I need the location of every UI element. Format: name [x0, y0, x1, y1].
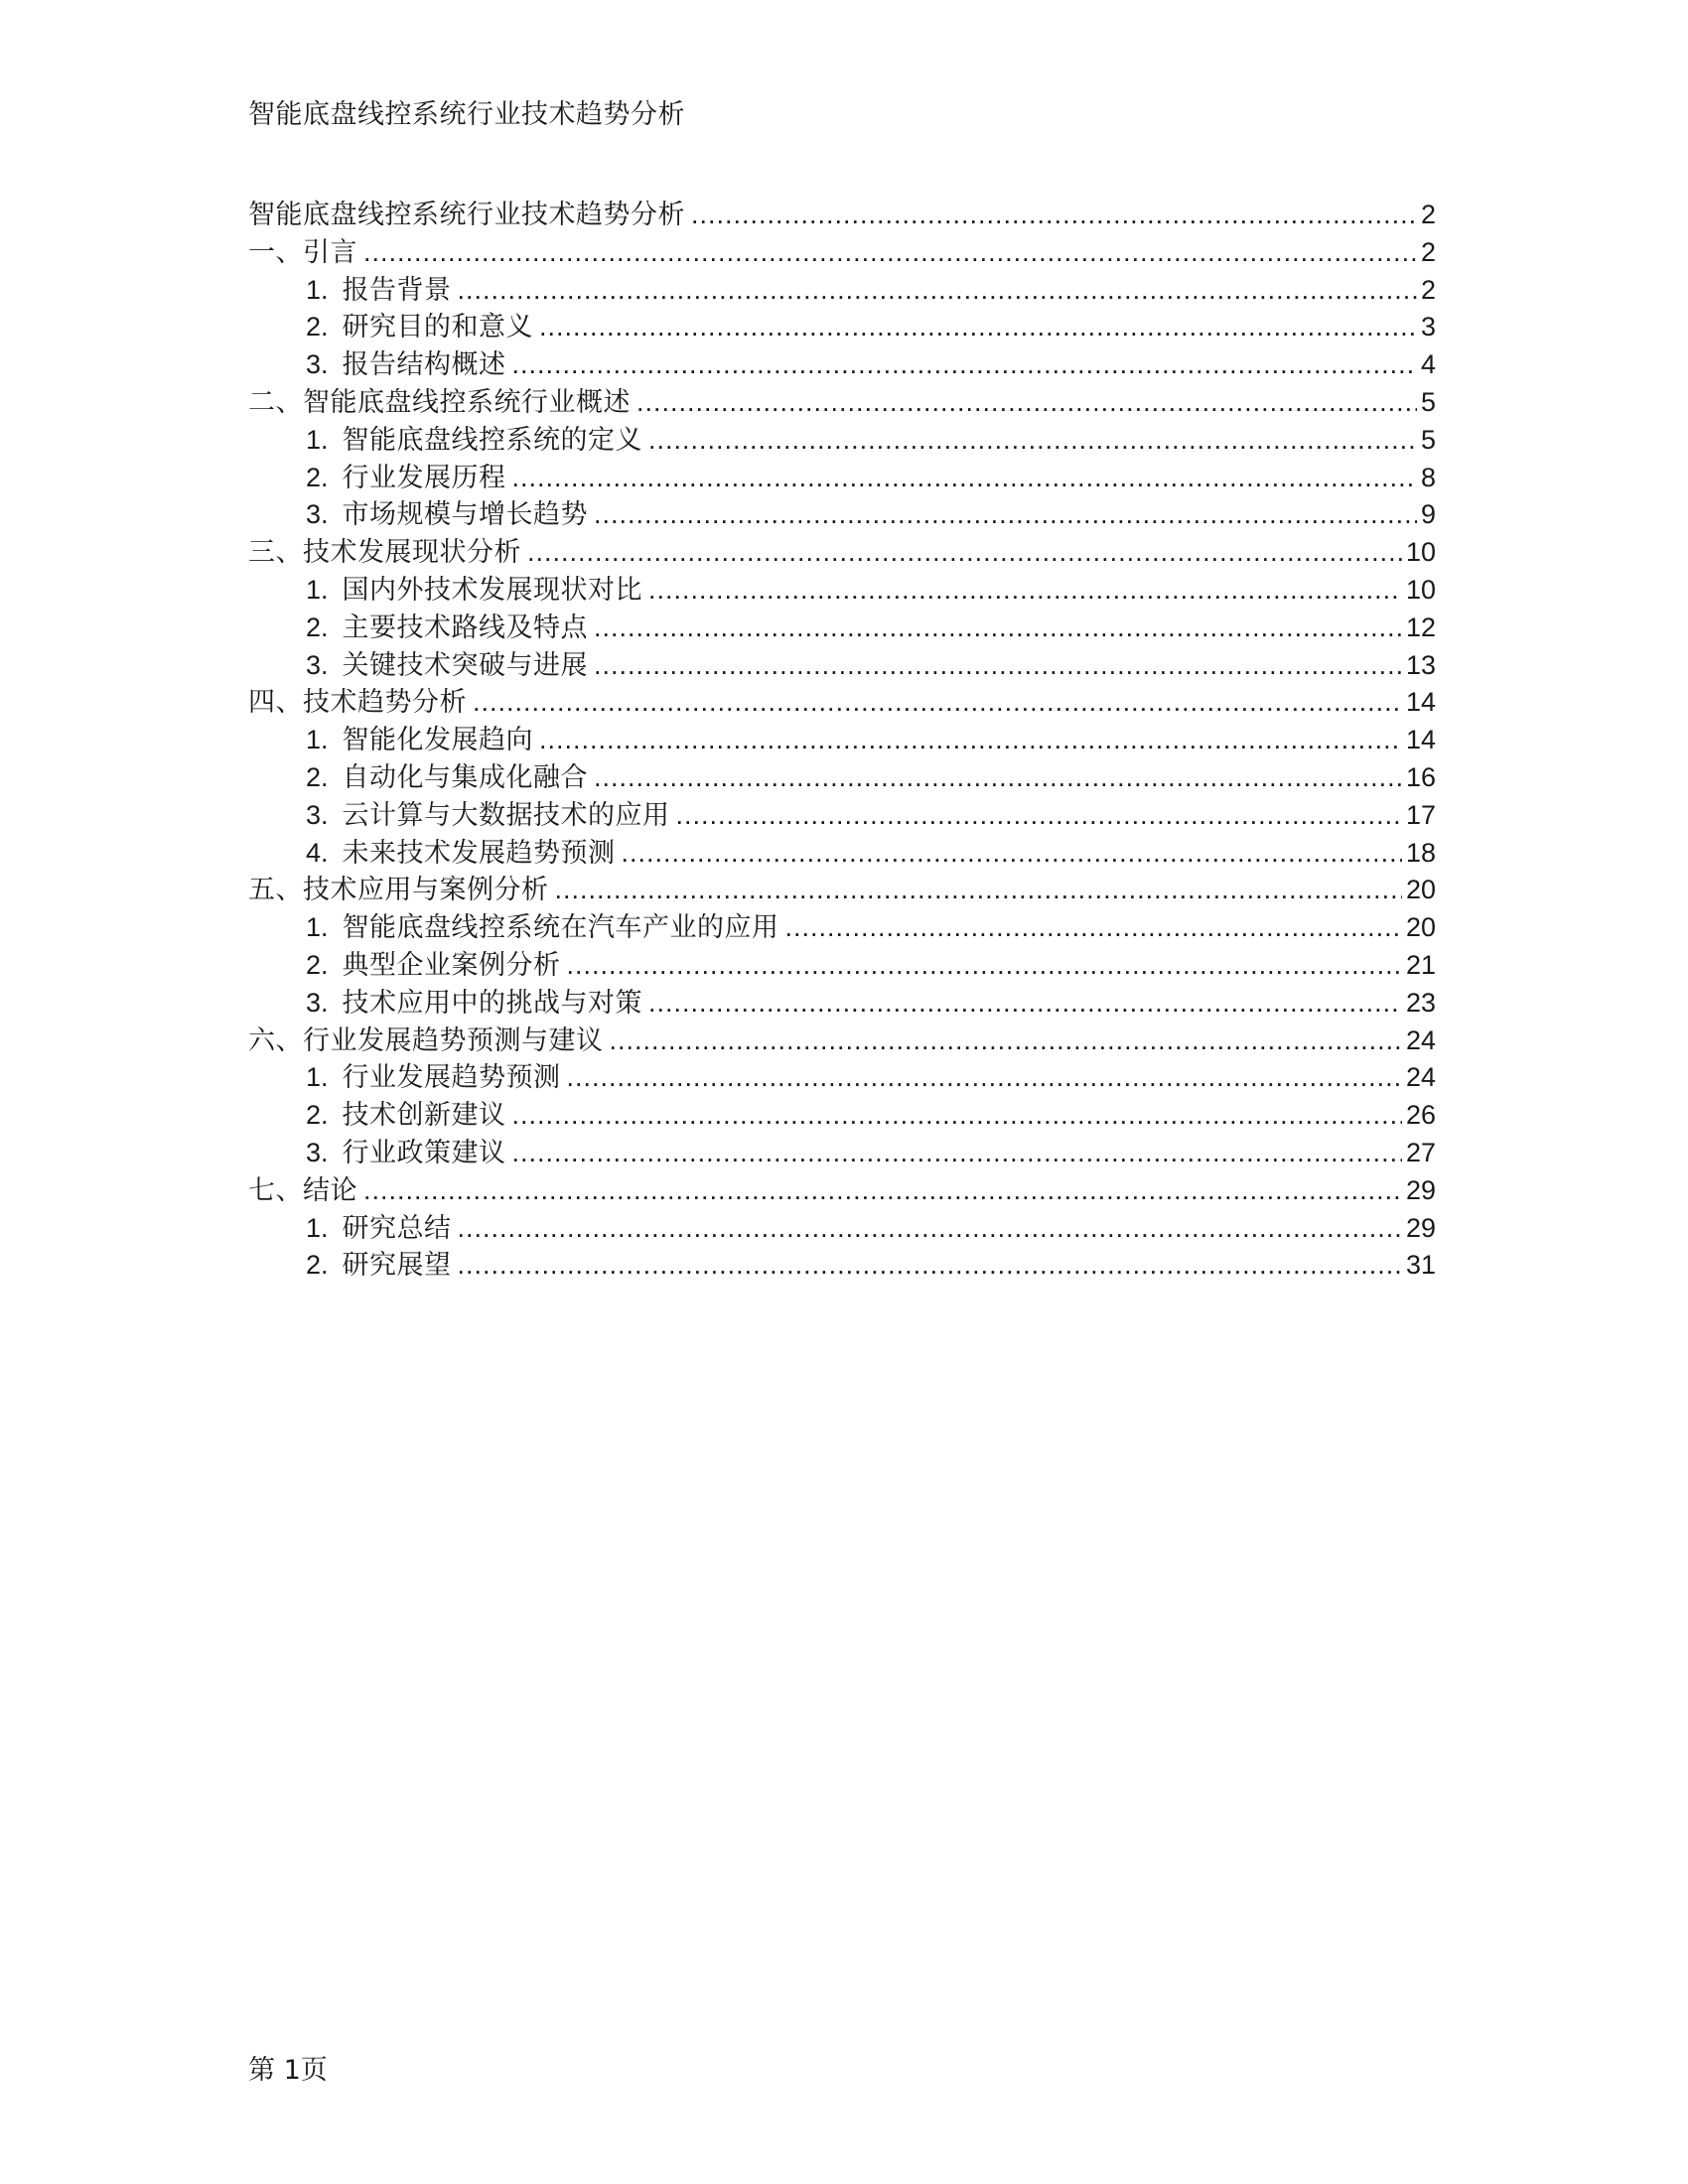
toc-dot-leader [512, 346, 1417, 384]
toc-section-entry[interactable] [248, 384, 1436, 422]
toc-section-entry[interactable] [248, 197, 1436, 234]
toc-entry-number: 2. [306, 312, 329, 342]
toc-entry-title: 关键技术突破与进展 [342, 649, 589, 681]
toc-entry-page-number: 5 [1420, 424, 1436, 455]
toc-entry-page-number: 17 [1405, 799, 1436, 830]
toc-entry-page-number: 2 [1420, 236, 1436, 267]
toc-dot-leader [594, 647, 1402, 685]
toc-entry-number: 1. [306, 574, 329, 605]
toc-subsection-entry[interactable] [248, 759, 1436, 797]
toc-entry-page-number: 10 [1405, 574, 1436, 605]
toc-entry-number: 2. [306, 612, 329, 642]
toc-entry-page-number: 29 [1405, 1174, 1436, 1205]
toc-entry-number: 1. [306, 912, 329, 943]
toc-entry-number: 3. [306, 799, 329, 830]
toc-dot-leader [458, 1247, 1402, 1285]
toc-entry-number: 2. [306, 1100, 329, 1131]
toc-dot-leader [512, 1097, 1402, 1135]
toc-entry-number: 2. [306, 1250, 329, 1281]
toc-dot-leader [567, 1059, 1402, 1097]
toc-entry-number: 4. [306, 837, 329, 868]
toc-entry-title: 市场规模与增长趋势 [342, 499, 589, 531]
toc-entry-number: 2. [306, 949, 329, 980]
toc-entry-number: 3. [306, 499, 329, 530]
toc-entry-number: 1. [306, 725, 329, 755]
toc-dot-leader [539, 309, 1417, 346]
toc-dot-leader [610, 1023, 1402, 1060]
toc-subsection-entry[interactable] [248, 422, 1436, 460]
toc-subsection-entry[interactable] [248, 1135, 1436, 1172]
toc-entry-title: 未来技术发展趋势预测 [342, 837, 616, 869]
toc-entry-page-number: 13 [1405, 649, 1436, 680]
toc-entry-title: 四、技术趋势分析 [248, 687, 467, 719]
toc-subsection-entry[interactable] [248, 835, 1436, 873]
toc-section-entry[interactable] [248, 684, 1436, 722]
toc-dot-leader [648, 422, 1417, 460]
toc-entry-title: 研究展望 [342, 1250, 452, 1282]
toc-entry-number: 1. [306, 274, 329, 305]
toc-dot-leader [785, 909, 1402, 947]
toc-entry-title: 云计算与大数据技术的应用 [342, 799, 670, 831]
toc-entry-title: 智能底盘线控系统行业技术趋势分析 [248, 200, 685, 230]
toc-subsection-entry[interactable] [248, 309, 1436, 346]
toc-entry-page-number: 26 [1405, 1100, 1436, 1131]
toc-entry-page-number: 8 [1420, 462, 1436, 492]
table-of-contents [248, 197, 1436, 1285]
toc-subsection-entry[interactable] [248, 909, 1436, 947]
toc-entry-title: 智能底盘线控系统在汽车产业的应用 [342, 912, 779, 944]
toc-section-entry[interactable] [248, 234, 1436, 272]
toc-entry-page-number: 20 [1405, 912, 1436, 943]
toc-dot-leader [567, 947, 1402, 985]
toc-entry-title: 智能化发展趋向 [342, 725, 534, 756]
toc-entry-page-number: 18 [1405, 837, 1436, 868]
toc-dot-leader [512, 460, 1417, 497]
toc-entry-title: 七、结论 [248, 1174, 357, 1206]
toc-entry-number: 3. [306, 649, 329, 680]
toc-section-entry[interactable] [248, 872, 1436, 909]
toc-subsection-entry[interactable] [248, 1210, 1436, 1248]
toc-entry-page-number: 24 [1405, 1024, 1436, 1055]
toc-entry-number: 1. [306, 424, 329, 455]
toc-entry-page-number: 20 [1405, 875, 1436, 905]
toc-subsection-entry[interactable] [248, 460, 1436, 497]
toc-subsection-entry[interactable] [248, 647, 1436, 685]
toc-dot-leader [363, 1172, 1402, 1210]
toc-entry-page-number: 31 [1405, 1250, 1436, 1281]
toc-entry-page-number: 4 [1420, 349, 1436, 380]
toc-section-entry[interactable] [248, 1172, 1436, 1210]
toc-entry-title: 研究总结 [342, 1212, 452, 1244]
toc-entry-title: 技术创新建议 [342, 1100, 506, 1132]
toc-entry-page-number: 2 [1420, 200, 1436, 229]
toc-entry-number: 2. [306, 761, 329, 792]
toc-dot-leader [676, 797, 1402, 835]
toc-dot-leader [458, 1210, 1402, 1248]
page-number-footer: 第 1页 [248, 2055, 328, 2086]
toc-dot-leader [458, 272, 1417, 310]
toc-entry-title: 主要技术路线及特点 [342, 612, 589, 643]
toc-entry-title: 研究目的和意义 [342, 312, 534, 343]
toc-entry-title: 一、引言 [248, 236, 357, 268]
toc-entry-title: 行业发展历程 [342, 462, 506, 493]
toc-dot-leader [648, 985, 1402, 1023]
toc-entry-page-number: 23 [1405, 987, 1436, 1018]
toc-entry-title: 三、技术发展现状分析 [248, 537, 521, 569]
toc-subsection-entry[interactable] [248, 1097, 1436, 1135]
toc-entry-title: 国内外技术发展现状对比 [342, 574, 643, 606]
toc-dot-leader [594, 610, 1402, 647]
toc-entry-page-number: 21 [1405, 949, 1436, 980]
toc-entry-page-number: 16 [1405, 761, 1436, 792]
toc-subsection-entry[interactable] [248, 1247, 1436, 1285]
toc-entry-page-number: 12 [1405, 612, 1436, 642]
toc-entry-title: 五、技术应用与案例分析 [248, 875, 549, 906]
toc-entry-title: 二、智能底盘线控系统行业概述 [248, 386, 631, 418]
toc-entry-title: 智能底盘线控系统的定义 [342, 424, 643, 456]
toc-entry-title: 典型企业案例分析 [342, 949, 561, 981]
toc-dot-leader [636, 384, 1417, 422]
toc-entry-number: 1. [306, 1212, 329, 1243]
toc-dot-leader [594, 759, 1402, 797]
toc-subsection-entry[interactable] [248, 947, 1436, 985]
toc-subsection-entry[interactable] [248, 346, 1436, 384]
toc-entry-number: 3. [306, 987, 329, 1018]
toc-dot-leader [512, 1135, 1402, 1172]
toc-entry-number: 2. [306, 462, 329, 492]
toc-dot-leader [539, 722, 1402, 759]
toc-entry-title: 技术应用中的挑战与对策 [342, 987, 643, 1019]
toc-entry-page-number: 3 [1420, 312, 1436, 342]
toc-entry-title: 行业发展趋势预测 [342, 1062, 561, 1094]
toc-entry-page-number: 2 [1420, 274, 1436, 305]
toc-entry-number: 1. [306, 1062, 329, 1093]
toc-subsection-entry[interactable] [248, 722, 1436, 759]
toc-entry-page-number: 29 [1405, 1212, 1436, 1243]
toc-entry-page-number: 24 [1405, 1062, 1436, 1093]
toc-entry-page-number: 14 [1405, 725, 1436, 755]
toc-dot-leader [363, 234, 1417, 272]
toc-subsection-entry[interactable] [248, 985, 1436, 1023]
toc-entry-page-number: 10 [1405, 537, 1436, 568]
toc-section-entry[interactable] [248, 534, 1436, 572]
toc-dot-leader [594, 496, 1417, 534]
toc-dot-leader [473, 684, 1402, 722]
toc-entry-page-number: 27 [1405, 1137, 1436, 1167]
toc-dot-leader [622, 835, 1402, 873]
toc-entry-title: 行业政策建议 [342, 1137, 506, 1168]
toc-subsection-entry[interactable] [248, 610, 1436, 647]
toc-dot-leader [555, 872, 1402, 909]
toc-entry-number: 3. [306, 1137, 329, 1167]
toc-entry-page-number: 14 [1405, 687, 1436, 718]
toc-entry-title: 六、行业发展趋势预测与建议 [248, 1024, 604, 1056]
toc-dot-leader [527, 534, 1402, 572]
toc-entry-title: 报告结构概述 [342, 349, 506, 381]
toc-entry-title: 报告背景 [342, 274, 452, 306]
page-header-title: 智能底盘线控系统行业技术趋势分析 [248, 99, 685, 130]
toc-dot-leader [648, 572, 1402, 610]
toc-entry-title: 自动化与集成化融合 [342, 761, 589, 793]
toc-subsection-entry[interactable] [248, 797, 1436, 835]
toc-entry-page-number: 9 [1420, 499, 1436, 530]
toc-subsection-entry[interactable] [248, 496, 1436, 534]
toc-subsection-entry[interactable] [248, 272, 1436, 310]
toc-entry-number: 3. [306, 349, 329, 380]
toc-subsection-entry[interactable] [248, 572, 1436, 610]
toc-section-entry[interactable] [248, 1023, 1436, 1060]
toc-dot-leader [691, 197, 1417, 234]
toc-subsection-entry[interactable] [248, 1059, 1436, 1097]
toc-entry-page-number: 5 [1420, 386, 1436, 417]
